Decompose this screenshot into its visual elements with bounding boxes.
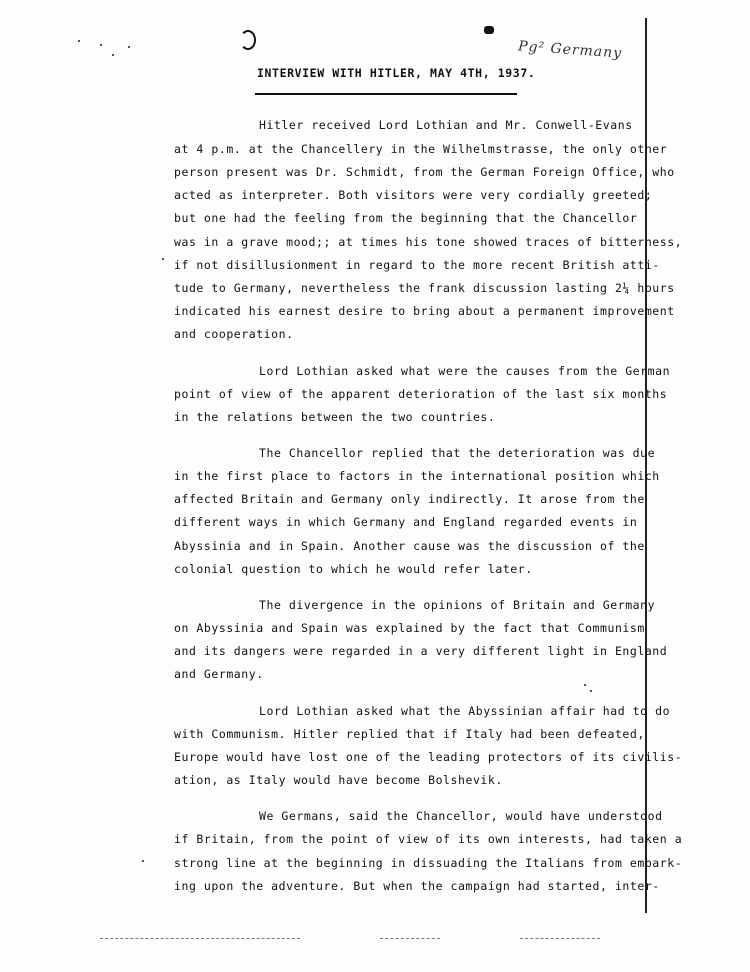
scan-speck xyxy=(590,690,592,692)
scan-speck xyxy=(100,44,102,46)
scan-speck xyxy=(142,860,144,862)
body-line: tude to Germany, nevertheless the frank discussion lasting 2¼ hours xyxy=(174,281,675,295)
body-line: ing upon the adventure. But when the campaign had started, inter- xyxy=(174,879,660,893)
body-line: indicated his earnest desire to bring about a permanent improvement xyxy=(174,304,675,318)
body-line: if not disillusionment in regard to the more recent British atti- xyxy=(174,258,660,272)
body-line: with Communism. Hitler replied that if Italy had been defeated, xyxy=(174,727,645,741)
body-line: Europe would have lost one of the leading protectors of its civilis- xyxy=(174,750,683,764)
title-underline xyxy=(255,93,517,95)
scan-speck xyxy=(78,40,80,42)
document-title: INTERVIEW WITH HITLER, MAY 4TH, 1937. xyxy=(257,66,536,80)
body-line: Lord Lothian asked what the Abyssinian affair had to do xyxy=(259,704,671,718)
body-line: The Chancellor replied that the deterioration was due xyxy=(259,446,656,460)
body-line: Abyssinia and in Spain. Another cause was the discussion of the xyxy=(174,539,645,553)
body-line: point of view of the apparent deterioration of the last six months xyxy=(174,387,668,401)
body-line: was in a grave mood;; at times his tone showed traces of bitterness, xyxy=(174,235,683,249)
body-line: and its dangers were regarded in a very different light in England xyxy=(174,644,668,658)
scan-artifact-line xyxy=(520,938,600,940)
scan-speck xyxy=(112,54,114,56)
body-line: on Abyssinia and Spain was explained by the fact that Communism xyxy=(174,621,645,635)
body-line: and cooperation. xyxy=(174,327,294,341)
scan-speck xyxy=(162,258,164,260)
scan-artifact-line xyxy=(100,938,300,940)
body-line: in the first place to factors in the international position which xyxy=(174,469,660,483)
scan-speck xyxy=(584,684,586,686)
body-line: Hitler received Lord Lothian and Mr. Conwell-Evans xyxy=(259,118,633,132)
scan-speck xyxy=(128,46,130,48)
body-line: if Britain, from the point of view of its own interests, had taken a xyxy=(174,832,683,846)
body-line: The divergence in the opinions of Britain and Germany xyxy=(259,598,656,612)
body-line: different ways in which Germany and England regarded events in xyxy=(174,515,638,529)
paper-clip-mark xyxy=(240,30,256,50)
body-line: but one had the feeling from the beginning that the Chancellor xyxy=(174,211,638,225)
body-line: colonial question to which he would refer later. xyxy=(174,562,533,576)
body-line: acted as interpreter. Both visitors were very cordially greeted; xyxy=(174,188,653,202)
body-line: We Germans, said the Chancellor, would have understood xyxy=(259,809,663,823)
body-line: person present was Dr. Schmidt, from the German Foreign Office, who xyxy=(174,165,675,179)
body-line: at 4 p.m. at the Chancellery in the Wilhelmstrasse, the only other xyxy=(174,142,668,156)
scan-artifact-line xyxy=(380,938,440,940)
body-line: ation, as Italy would have become Bolshevik. xyxy=(174,773,503,787)
handwritten-annotation: Pg² Germany xyxy=(517,38,623,62)
body-line: in the relations between the two countries. xyxy=(174,410,496,424)
body-line: strong line at the beginning in dissuading the Italians from embark- xyxy=(174,856,683,870)
body-line: and Germany. xyxy=(174,667,264,681)
body-line: Lord Lothian asked what were the causes from the German xyxy=(259,364,671,378)
ink-blot xyxy=(484,26,494,34)
body-line: affected Britain and Germany only indirectly. It arose from the xyxy=(174,492,645,506)
